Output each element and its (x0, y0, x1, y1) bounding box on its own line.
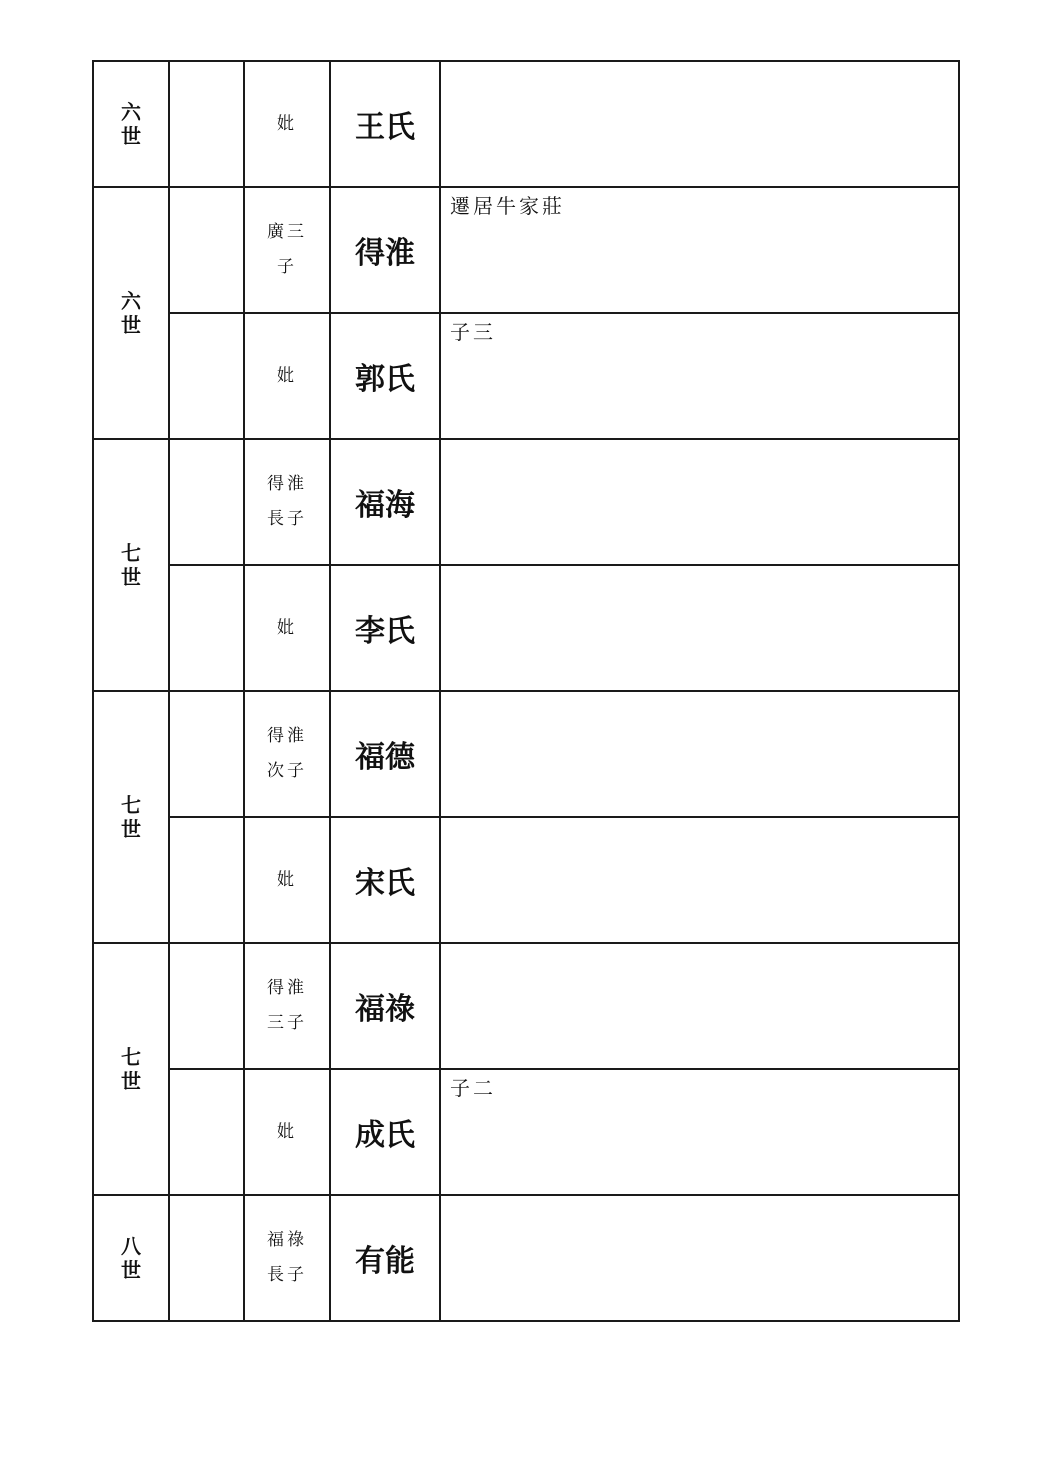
table-row (93, 439, 959, 565)
person-name: 成氏 (330, 1069, 440, 1195)
relation-cell (244, 439, 330, 565)
blank-cell (169, 187, 244, 313)
relation-label: 妣 (277, 365, 297, 386)
table-row (93, 943, 959, 1069)
note-text: 子二 (450, 1076, 496, 1100)
generation-label: 六世 (121, 100, 141, 148)
generation-cell (93, 439, 169, 691)
person-name: 宋氏 (330, 817, 440, 943)
table-row (93, 187, 959, 313)
relation-label: 妣 (277, 617, 297, 638)
note-cell (440, 691, 959, 817)
relation-cell (244, 817, 330, 943)
blank-cell (169, 1195, 244, 1321)
generation-cell (93, 1195, 169, 1321)
note-text (441, 566, 958, 570)
note-cell (440, 1069, 959, 1195)
person-name: 李氏 (330, 565, 440, 691)
table-row (93, 1195, 959, 1321)
generation-cell (93, 61, 169, 187)
relation-cell (244, 565, 330, 691)
note-cell (440, 61, 959, 187)
note-cell (440, 943, 959, 1069)
person-name: 王氏 (330, 61, 440, 187)
person-name: 福海 (330, 439, 440, 565)
table-row (93, 691, 959, 817)
relation-label: 妣 (277, 113, 297, 134)
relation-cell (244, 1195, 330, 1321)
relation-cell (244, 943, 330, 1069)
person-name: 郭氏 (330, 313, 440, 439)
blank-cell (169, 313, 244, 439)
blank-cell (169, 1069, 244, 1195)
relation-label: 廣三子 (267, 222, 307, 277)
blank-cell (169, 943, 244, 1069)
generation-cell (93, 943, 169, 1195)
blank-cell (169, 817, 244, 943)
generation-label: 七世 (121, 1045, 141, 1093)
relation-cell (244, 61, 330, 187)
relation-label: 得淮次子 (267, 726, 307, 781)
generation-label: 七世 (121, 541, 141, 589)
note-text (441, 818, 958, 822)
relation-cell (244, 187, 330, 313)
generation-cell (93, 187, 169, 439)
table-row (93, 61, 959, 187)
relation-cell (244, 1069, 330, 1195)
generation-label: 七世 (121, 793, 141, 841)
blank-cell (169, 691, 244, 817)
generation-label: 八世 (121, 1234, 141, 1282)
genealogy-table (92, 60, 960, 1322)
person-name: 福祿 (330, 943, 440, 1069)
person-name: 福德 (330, 691, 440, 817)
relation-label: 妣 (277, 1121, 297, 1142)
note-text: 子三 (450, 320, 496, 344)
relation-label: 妣 (277, 869, 297, 890)
relation-cell (244, 691, 330, 817)
note-text (441, 62, 958, 66)
person-name: 得淮 (330, 187, 440, 313)
relation-label: 福祿長子 (267, 1230, 307, 1285)
blank-cell (169, 565, 244, 691)
note-cell (440, 565, 959, 691)
blank-cell (169, 61, 244, 187)
blank-cell (169, 439, 244, 565)
person-name: 有能 (330, 1195, 440, 1321)
generation-label: 六世 (121, 289, 141, 337)
note-text (441, 1196, 958, 1200)
relation-label: 得淮長子 (267, 474, 307, 529)
note-cell (440, 1195, 959, 1321)
generation-cell (93, 691, 169, 943)
note-text (441, 944, 958, 948)
relation-label: 得淮三子 (267, 978, 307, 1033)
note-text: 遷居牛家莊 (450, 194, 565, 218)
note-cell (440, 439, 959, 565)
table-row (93, 565, 959, 691)
table-row (93, 313, 959, 439)
note-text (441, 440, 958, 444)
relation-cell (244, 313, 330, 439)
table-row (93, 817, 959, 943)
note-cell (440, 817, 959, 943)
note-text (441, 692, 958, 696)
note-cell (440, 187, 959, 313)
table-row (93, 1069, 959, 1195)
note-cell (440, 313, 959, 439)
